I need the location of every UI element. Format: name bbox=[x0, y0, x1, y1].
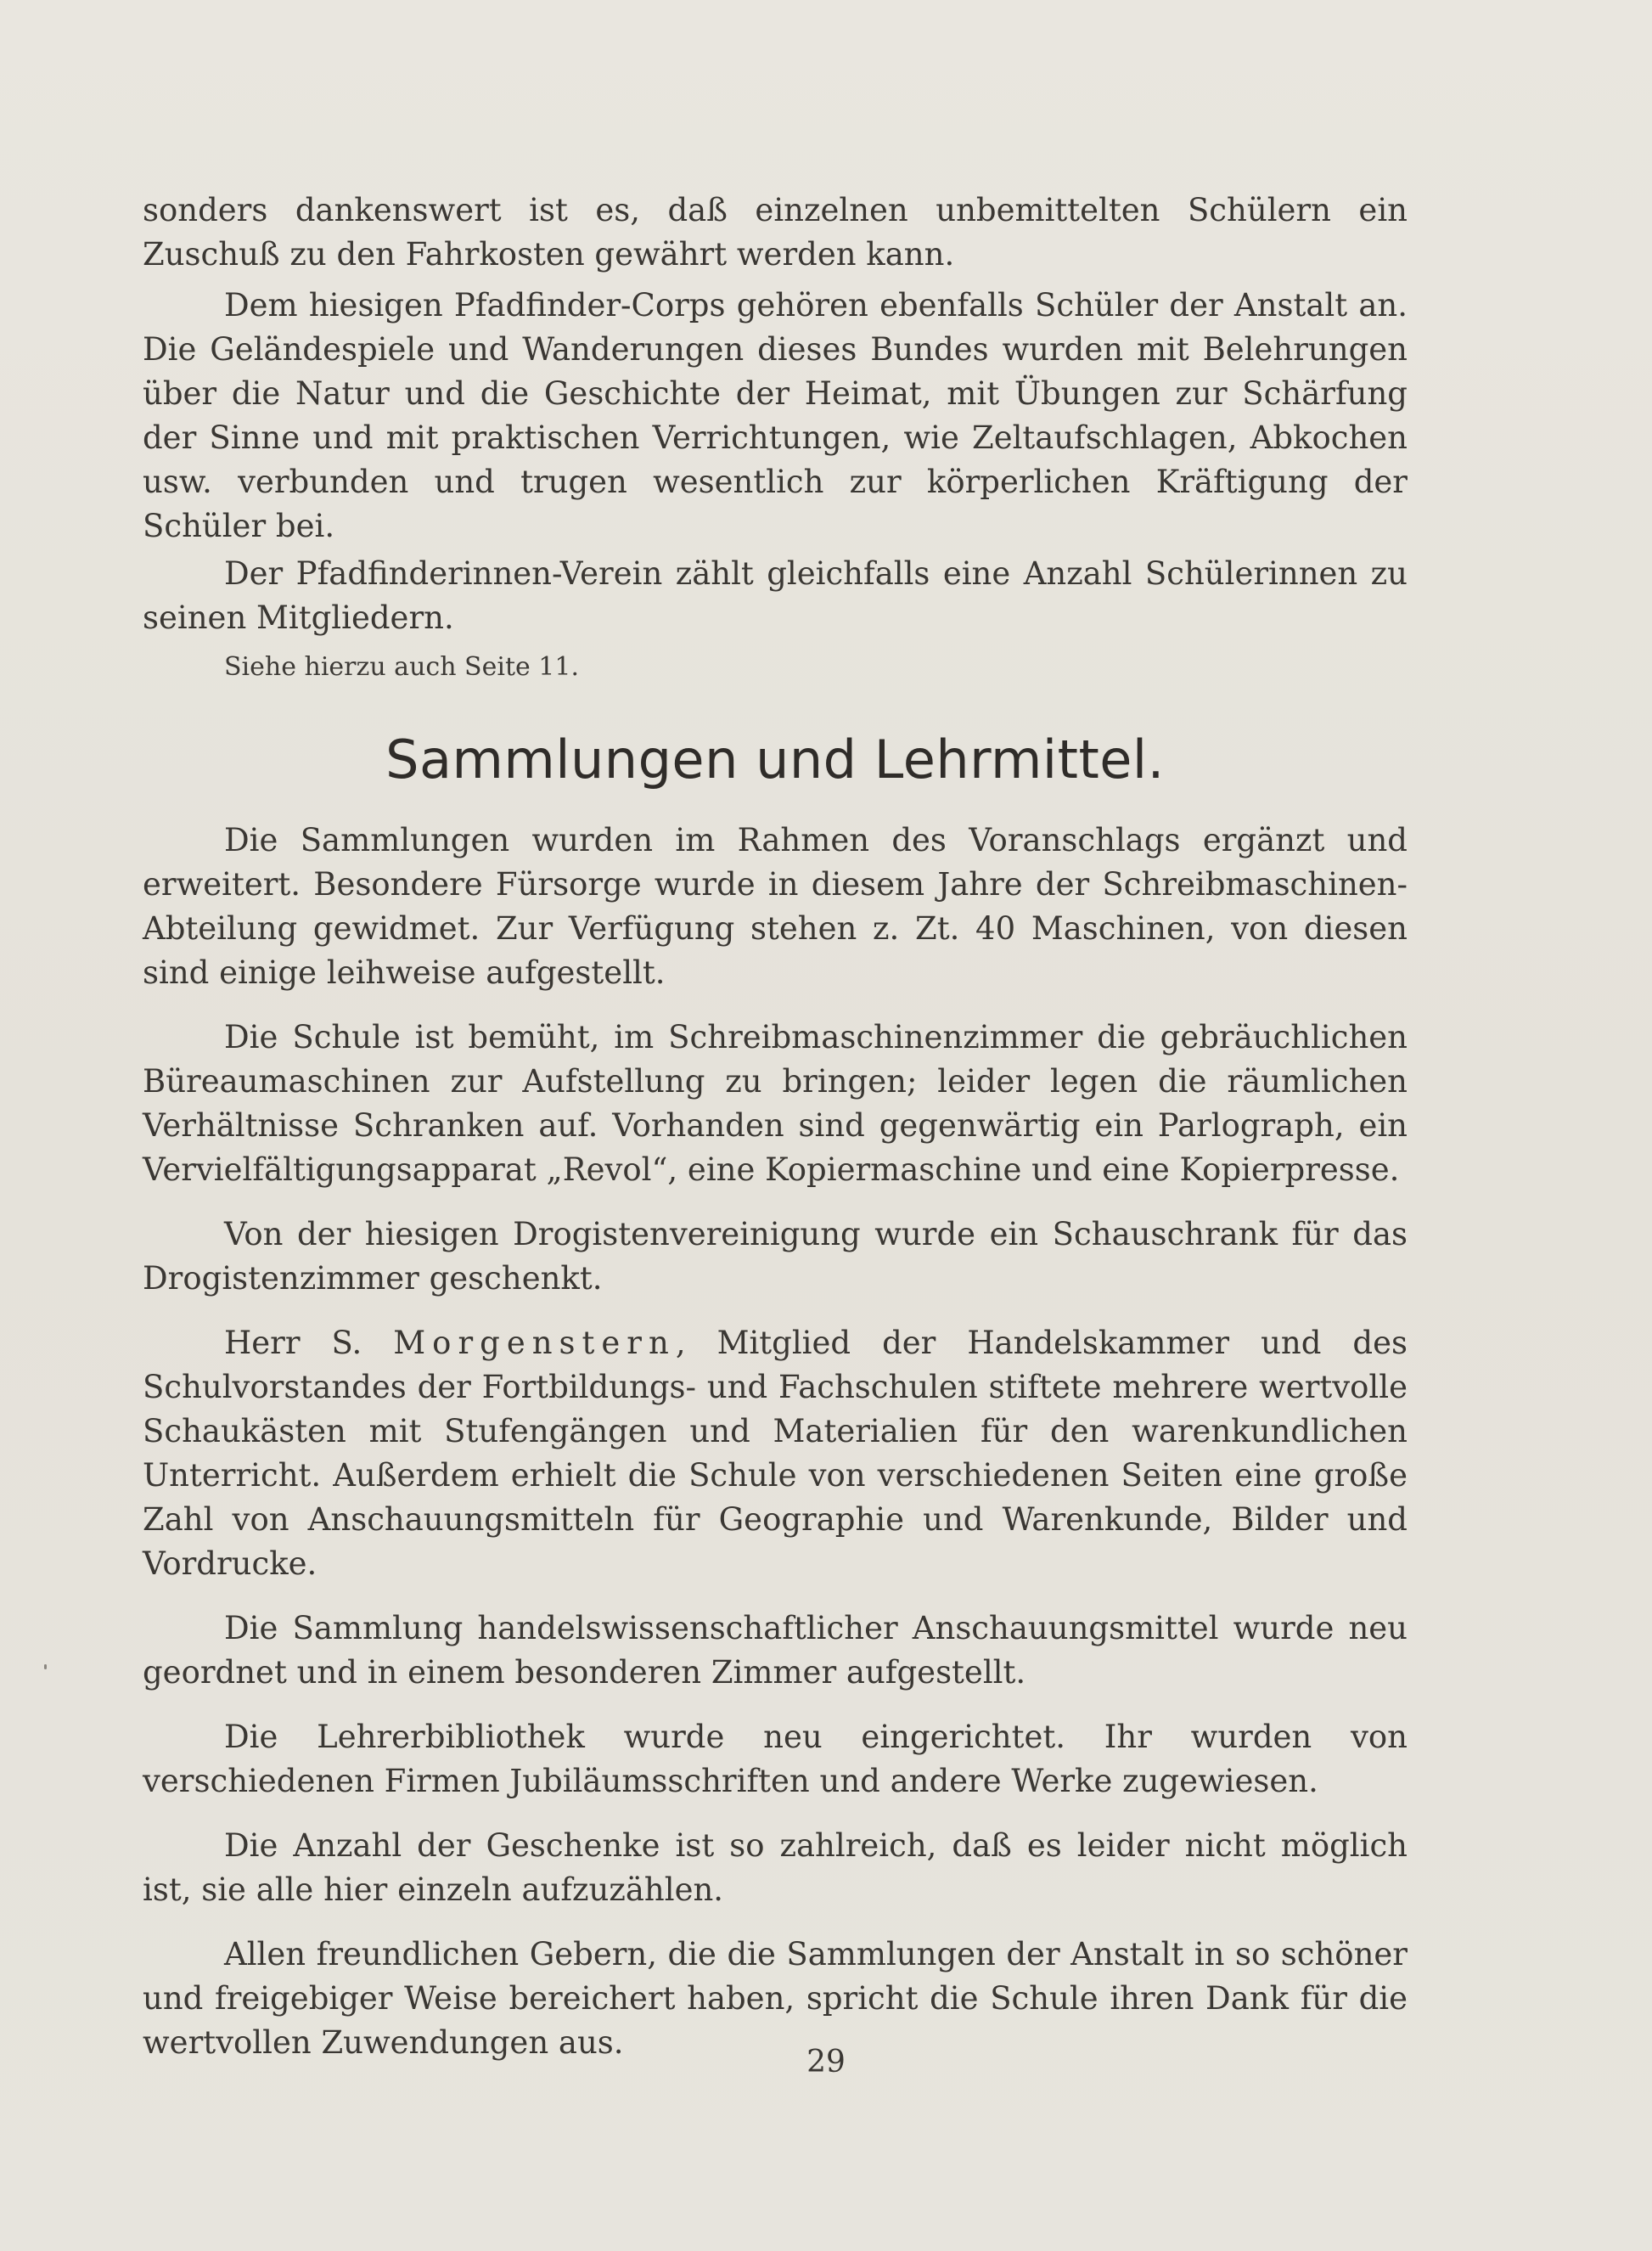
donor-name: Morgenstern bbox=[393, 1325, 676, 1361]
paragraph-schreibmaschinen: Die Schule ist bemüht, im Schreibmaschinenzimmer die gebräuchlichen Büreaumaschinen zur Aufstellung zu bringen; leider legen die räumlichen Verhältnisse Schranken auf. Vorhanden sind gegenwärtig ein Parlograph, ein Vervielfältigungsapparat „Revol“, eine Kopiermaschine und eine Kopierpresse. bbox=[143, 1019, 1408, 1188]
paragraph-morgenstern-rest: , Mitglied der Handelskammer und des Schulvorstandes der Fortbildungs- und Fachschulen stiftete mehrere wertvolle Schaukästen mit Stufengängen und Materialien für den warenkundlichen Unterricht. Außerdem erhielt die Schule von verschiedenen Seiten eine große Zahl von Anschauungsmitteln für Geographie und Warenkunde, Bilder und Vordrucke. bbox=[143, 1325, 1408, 1582]
paragraph-sammlungen: Die Sammlungen wurden im Rahmen des Voranschlags ergänzt und erweitert. Besondere Fürsorge wurde in diesem Jahre der Schreibmaschinen-Abteilung gewidmet. Zur Verfügung stehen z. Zt. 40 Maschinen, von diesen sind einige leihweise aufgestellt. bbox=[143, 822, 1408, 991]
paragraph-pfadfinder-corps: Dem hiesigen Pfadfinder-Corps gehören ebenfalls Schüler der Anstalt an. Die Geländespiele und Wanderungen dieses Bundes wurden mit Belehrungen über die Natur und die Geschichte der Heimat, mit Übungen zur Schärfung der Sinne und mit praktischen Verrichtungen, wie Zeltaufschlagen, Abkochen usw. verbunden und trugen wesentlich zur körperlichen Kräftigung der Schüler bei. bbox=[143, 287, 1408, 544]
paragraph-drogisten: Von der hiesigen Drogistenvereinigung wurde ein Schauschrank für das Drogistenzimmer geschenkt. bbox=[143, 1216, 1408, 1297]
paragraph-continuation: sonders dankenswert ist es, daß einzelnen unbemittelten Schülern ein Zuschuß zu den Fahrkosten gewährt werden kann. bbox=[143, 192, 1408, 273]
paragraph-handelswissenschaft: Die Sammlung handelswissenschaftlicher Anschauungsmittel wurde neu geordnet und in einem besonderen Zimmer aufgestellt. bbox=[143, 1610, 1408, 1691]
paper-speck bbox=[44, 1664, 47, 1669]
paragraph-lehrerbibliothek: Die Lehrerbibliothek wurde neu eingerichtet. Ihr wurden von verschiedenen Firmen Jubiläumsschriften und andere Werke zugewiesen. bbox=[143, 1719, 1408, 1799]
section-heading: Sammlungen und Lehrmittel. bbox=[385, 729, 1165, 791]
main-section bbox=[143, 819, 1408, 2065]
paragraph-geschenke: Die Anzahl der Geschenke ist so zahlreich, daß es leider nicht möglich ist, sie alle hier einzeln aufzuzählen. bbox=[143, 1827, 1408, 1908]
top-section bbox=[143, 189, 1408, 686]
paragraph-morgenstern bbox=[143, 1321, 1408, 1586]
page-reference-note: Siehe hierzu auch Seite 11. bbox=[224, 652, 580, 682]
paragraph-morgenstern-lead: Herr S. bbox=[224, 1325, 394, 1361]
paragraph-dank: Allen freundlichen Gebern, die die Sammlungen der Anstalt in so schöner und freigebiger Weise bereichert haben, spricht die Schule ihren Dank für die wertvollen Zuwendungen aus. bbox=[143, 1936, 1408, 2061]
page-number: 29 bbox=[806, 2045, 846, 2079]
paragraph-pfadfinderinnen: Der Pfadfinderinnen-Verein zählt gleichfalls eine Anzahl Schülerinnen zu seinen Mitgliedern. bbox=[143, 555, 1408, 636]
